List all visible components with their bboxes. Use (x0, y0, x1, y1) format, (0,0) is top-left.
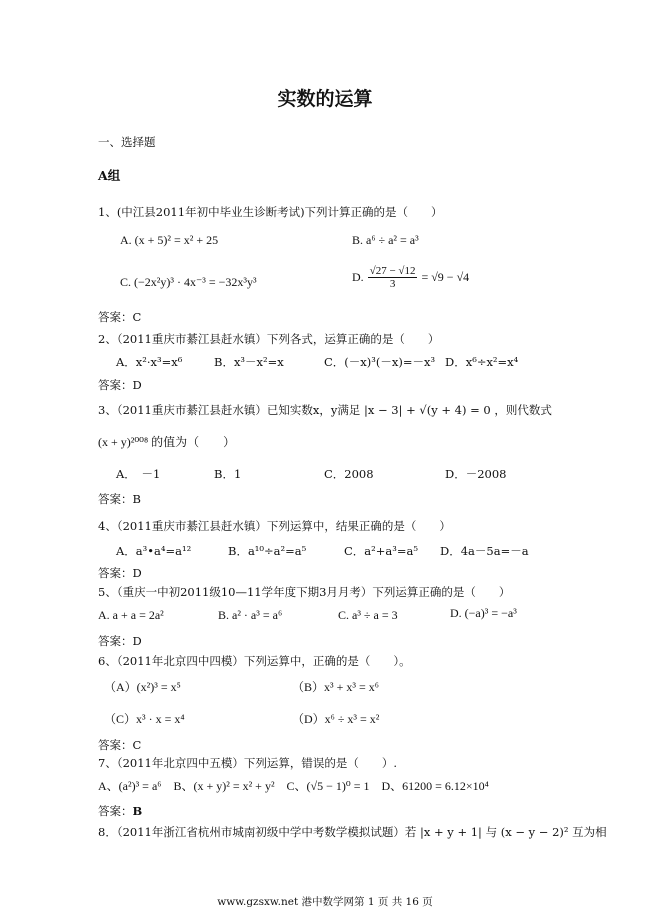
q1-option-c: C. (−2x²y)³ · 4x⁻³ = −32x³y³ (120, 275, 257, 289)
q4-option-d: D．4a－5a=－a (440, 544, 529, 558)
q3-answer: 答案：B (98, 492, 141, 506)
q7-answer-label: 答案： (98, 804, 133, 818)
q4-option-b: B．a¹⁰÷a²=a⁵ (228, 544, 307, 558)
q1-option-d-rhs: = √9 − √4 (421, 270, 470, 285)
q6-answer: 答案：C (98, 738, 142, 752)
q2-option-b: B．x³－x²=x (214, 355, 284, 369)
q3-stem: 3、（2011重庆市綦江县赶水镇）已知实数x，y满足 |x − 3| + √(y + 4) = 0 ，则代数式 (98, 403, 552, 417)
q6-option-d: （D）x⁶ ÷ x³ = x² (292, 712, 380, 726)
q1-option-d-denominator: 3 (389, 278, 396, 291)
q2-option-d: D．x⁶÷x²=x⁴ (445, 355, 519, 369)
q7-answer (98, 803, 142, 819)
q7-answer-value: B (132, 804, 143, 818)
q1-option-d-fraction (368, 265, 418, 290)
q1-answer: 答案：C (98, 310, 142, 324)
q7-stem: 7、（2011年北京四中五模）下列运算，错误的是（ ）. (98, 756, 397, 770)
q4-answer: 答案：D (98, 566, 142, 580)
q1-option-d-numerator: √27 − √12 (369, 265, 416, 277)
q5-stem: 5、（重庆一中初2011级10—11学年度下期3月月考）下列运算正确的是（ ） (98, 585, 511, 599)
section-heading: 一、选择题 (98, 135, 156, 149)
q5-option-d: D. (−a)³ = −a³ (450, 606, 517, 620)
q1-option-b: B. a⁶ ÷ a² = a³ (352, 233, 419, 247)
q6-option-c: （C）x³ · x = x⁴ (104, 712, 185, 726)
q6-stem: 6、（2011年北京四中四模）下列运算中，正确的是（ ）。 (98, 654, 411, 668)
q6-option-b: （B）x³ + x³ = x⁶ (292, 680, 379, 694)
q3-option-d: D．－2008 (445, 467, 507, 481)
q8-stem: 8．（2011年浙江省杭州市城南初级中学中考数学模拟试题）若 |x + y + 1| 与 (x − y − 2)² 互为相 (98, 825, 607, 839)
q5-option-c: C. a³ ÷ a = 3 (338, 608, 398, 622)
q3-option-a: A． －1 (116, 467, 161, 481)
q1-option-a: A. (x + 5)² = x² + 25 (120, 233, 219, 247)
page-footer: www.gzsxw.net 港中数学网第 1 页 共 16 页 (217, 896, 433, 908)
q4-stem: 4、（2011重庆市綦江县赶水镇）下列运算中，结果正确的是（ ） (98, 519, 451, 533)
q7-options: A、(a²)³ = a⁶ B、(x + y)² = x² + y² C、(√5 − 1)⁰ = 1 D、61200 = 6.12×10⁴ (98, 779, 489, 793)
q3-stem-continued: (x + y)²⁰⁰⁸ 的值为（ ） (98, 435, 236, 449)
page-title: 实数的运算 (277, 88, 373, 110)
q1-option-d-label: D. (352, 270, 364, 285)
q2-answer: 答案：D (98, 378, 142, 392)
q1-stem: 1、(中江县2011年初中毕业生诊断考试)下列计算正确的是（ ） (98, 205, 443, 219)
q3-option-b: B．1 (214, 467, 242, 481)
q6-option-a: （A）(x²)³ = x⁵ (104, 680, 181, 694)
q1-option-d (352, 265, 469, 290)
q2-option-c: C．(－x)³(－x)=－x³ (324, 355, 436, 369)
q4-option-c: C．a²+a³=a⁵ (344, 544, 418, 558)
q2-option-a: A．x²·x³=x⁶ (116, 355, 183, 369)
group-heading: A组 (98, 168, 121, 183)
q3-option-c: C．2008 (324, 467, 374, 481)
q2-stem: 2、（2011重庆市綦江县赶水镇）下列各式，运算正确的是（ ） (98, 332, 440, 346)
q5-answer: 答案：D (98, 634, 142, 648)
q4-option-a: A．a³•a⁴=a¹² (116, 544, 192, 558)
q5-option-b: B. a² · a³ = a⁶ (218, 608, 283, 622)
q5-option-a: A. a + a = 2a² (98, 608, 164, 622)
